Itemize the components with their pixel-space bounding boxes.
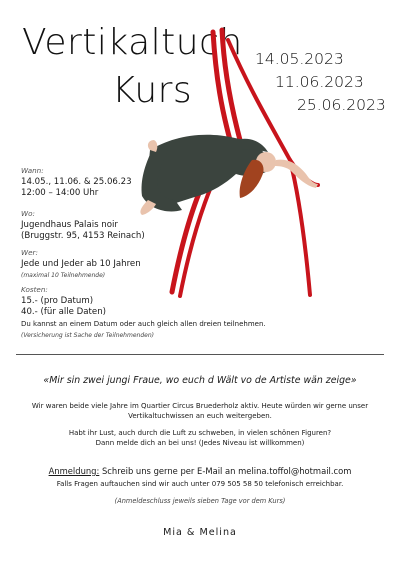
cost-all [21, 307, 266, 319]
insurance-note: (Versicherung ist Sache der Teilnehmenden) [21, 332, 154, 339]
cost-single-price: 15.- [21, 295, 38, 306]
when-section [21, 165, 132, 200]
cost-all-text: (für alle Daten) [37, 307, 107, 317]
phone-line [0, 479, 400, 489]
intro-paragraph [0, 401, 400, 421]
title-line-1: Vertikaltuch [22, 22, 243, 63]
cost-note: Du kannst an einem Datum oder auch gleich allen dreien teilnehmen. [21, 319, 266, 328]
where-venue: Jugendhaus Palais noir [21, 219, 118, 230]
cost-single-text: (pro Datum) [37, 295, 94, 306]
where-label: Wo: [21, 209, 35, 218]
phone-number[interactable]: 079 505 58 50 [211, 480, 263, 488]
cost-single [21, 296, 266, 308]
cost-label: Kosten: [21, 285, 48, 294]
cost-all-price: 40.- [21, 307, 38, 317]
registration-line [0, 466, 400, 476]
title-line-2: Kurs [112, 70, 193, 111]
registration-text: Schreib uns gerne per E-Mail an [99, 466, 239, 476]
who-note: (maximal 10 Teilnehmende) [21, 272, 106, 279]
who-label: Wer: [21, 248, 38, 257]
date-1: 14.05.2023 [255, 50, 344, 68]
when-label: Wann: [21, 166, 44, 175]
intro-line-1: Wir waren beide viele Jahre im Quartier Circus Bruederholz aktiv. Heute würden wir gerne unser [31, 402, 369, 410]
date-3: 25.06.2023 [297, 96, 386, 114]
registration-label: Anmeldung: [48, 466, 100, 476]
where-section [21, 208, 145, 243]
quote: «Mir sin zwei jungi Fraue, wo euch d Wält vo de Artiste wän zeige» [43, 375, 357, 386]
when-dates: 14.05., 11.06. & 25.06.23 [21, 176, 132, 187]
phone-line-post: telefonisch erreichbar. [262, 480, 344, 488]
who-section [21, 247, 141, 282]
invite-line-1: Habt ihr Lust, auch durch die Luft zu schweben, in vielen schönen Figuren? [68, 429, 332, 437]
signature: Mia & Melina [163, 527, 237, 538]
who-text: Jede und Jeder ab 10 Jahren [21, 258, 141, 269]
invite-paragraph [0, 428, 400, 448]
deadline-note: (Anmeldeschluss jeweils sieben Tage vor dem Kurs) [114, 497, 286, 505]
intro-line-2: Vertikaltuchwissen an euch weitergeben. [128, 412, 272, 420]
where-address: (Bruggstr. 95, 4153 Reinach) [21, 231, 145, 241]
phone-line-pre: Falls Fragen auftauchen sind wir auch unter [56, 480, 212, 488]
date-2: 11.06.2023 [275, 73, 364, 91]
registration-email[interactable]: melina.toffol@hotmail.com [238, 466, 352, 476]
divider [16, 354, 384, 355]
when-time: 12:00 – 14:00 Uhr [21, 188, 99, 198]
cost-section [21, 284, 266, 342]
invite-line-2: Dann melde dich an bei uns! (Jedes Niveau ist willkommen) [95, 439, 305, 447]
